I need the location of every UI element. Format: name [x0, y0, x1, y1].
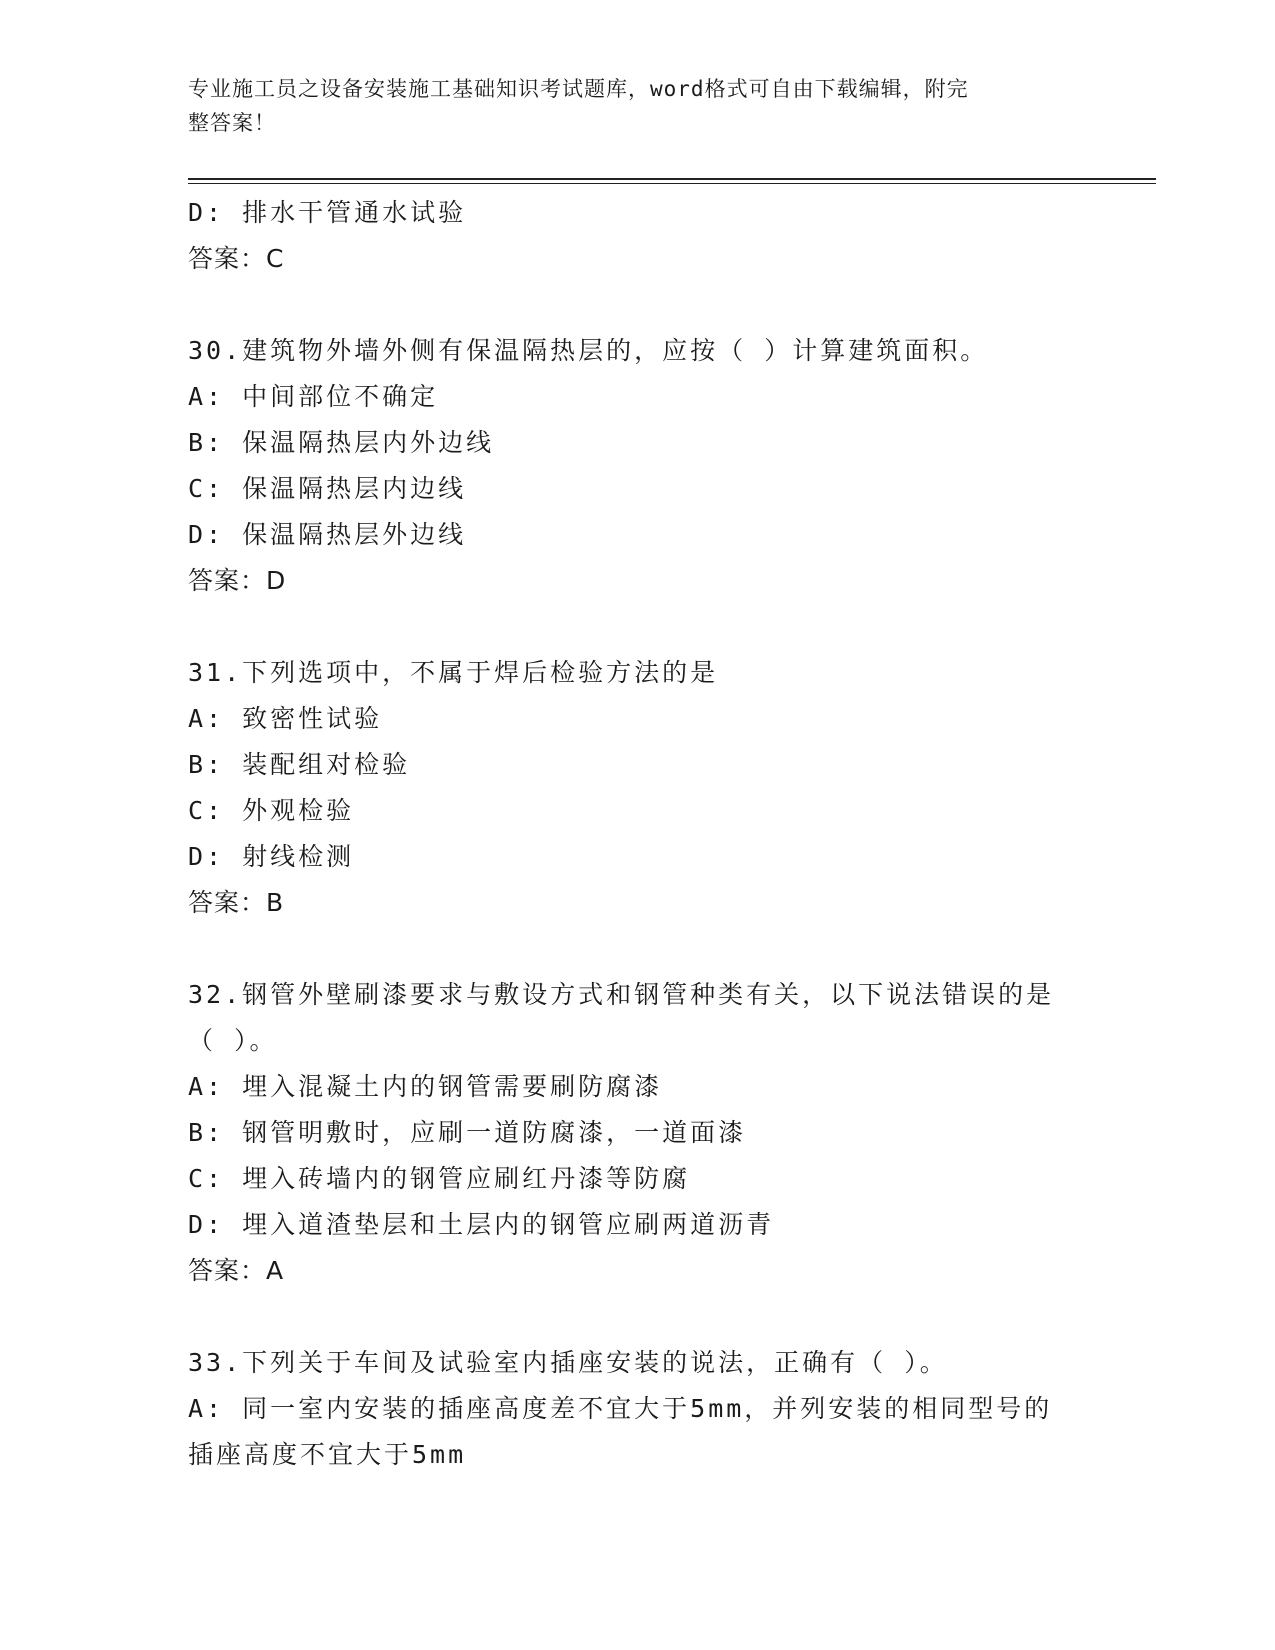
- option-c: C: 保温隔热层内边线: [188, 474, 467, 503]
- option-d: D: 射线检测: [188, 842, 355, 871]
- option-d: D: 埋入道渣垫层和土层内的钢管应刷两道沥青: [188, 1210, 775, 1239]
- option-c: C: 埋入砖墙内的钢管应刷红丹漆等防腐: [188, 1164, 691, 1193]
- answer: 答案：B: [188, 888, 285, 917]
- option-b: B: 保温隔热层内外边线: [188, 428, 495, 457]
- option-d: D: 保温隔热层外边线: [188, 520, 467, 549]
- answer: 答案：D: [188, 566, 287, 595]
- option-a: A: 埋入混凝土内的钢管需要刷防腐漆: [188, 1072, 663, 1101]
- option-a: A: 致密性试验: [188, 704, 383, 733]
- question-33: [188, 1340, 1088, 1478]
- question-31: [188, 650, 1088, 926]
- question-29-fragment: [188, 190, 1088, 282]
- question-stem: 30.建筑物外墙外侧有保温隔热层的，应按（ ）计算建筑面积。: [188, 336, 989, 365]
- header-divider-thick: [188, 178, 1156, 180]
- question-32: [188, 972, 1088, 1294]
- spacer: [188, 604, 1088, 650]
- spacer: [188, 926, 1088, 972]
- option-a-line-2: 插座高度不宜大于5mm: [188, 1440, 467, 1469]
- option-a: A: 中间部位不确定: [188, 382, 439, 411]
- question-list: [188, 190, 1088, 1478]
- option-a-line-1: A: 同一室内安装的插座高度差不宜大于5mm，并列安装的相同型号的: [188, 1394, 1053, 1423]
- header-divider-thin: [188, 183, 1156, 184]
- option-b: B: 装配组对检验: [188, 750, 411, 779]
- spacer: [188, 282, 1088, 328]
- spacer: [188, 1294, 1088, 1340]
- question-30: [188, 328, 1088, 604]
- question-stem: 33.下列关于车间及试验室内插座安装的说法，正确有（ ）。: [188, 1348, 948, 1377]
- answer: 答案：A: [188, 1256, 285, 1285]
- question-stem-line-1: 32.钢管外壁刷漆要求与敷设方式和钢管种类有关，以下说法错误的是: [188, 980, 1055, 1009]
- option-d: D: 排水干管通水试验: [188, 198, 467, 227]
- header-title-line-2: 整答案！: [188, 111, 276, 135]
- answer: 答案：C: [188, 244, 285, 273]
- question-stem-line-2: （ ）。: [188, 1026, 278, 1055]
- question-stem: 31.下列选项中，不属于焊后检验方法的是: [188, 658, 719, 687]
- header-title-line-1: 专业施工员之设备安装施工基础知识考试题库，word格式可自由下载编辑，附完: [188, 77, 969, 101]
- page-header: [188, 72, 1068, 140]
- option-c: C: 外观检验: [188, 796, 355, 825]
- option-b: B: 钢管明敷时，应刷一道防腐漆，一道面漆: [188, 1118, 747, 1147]
